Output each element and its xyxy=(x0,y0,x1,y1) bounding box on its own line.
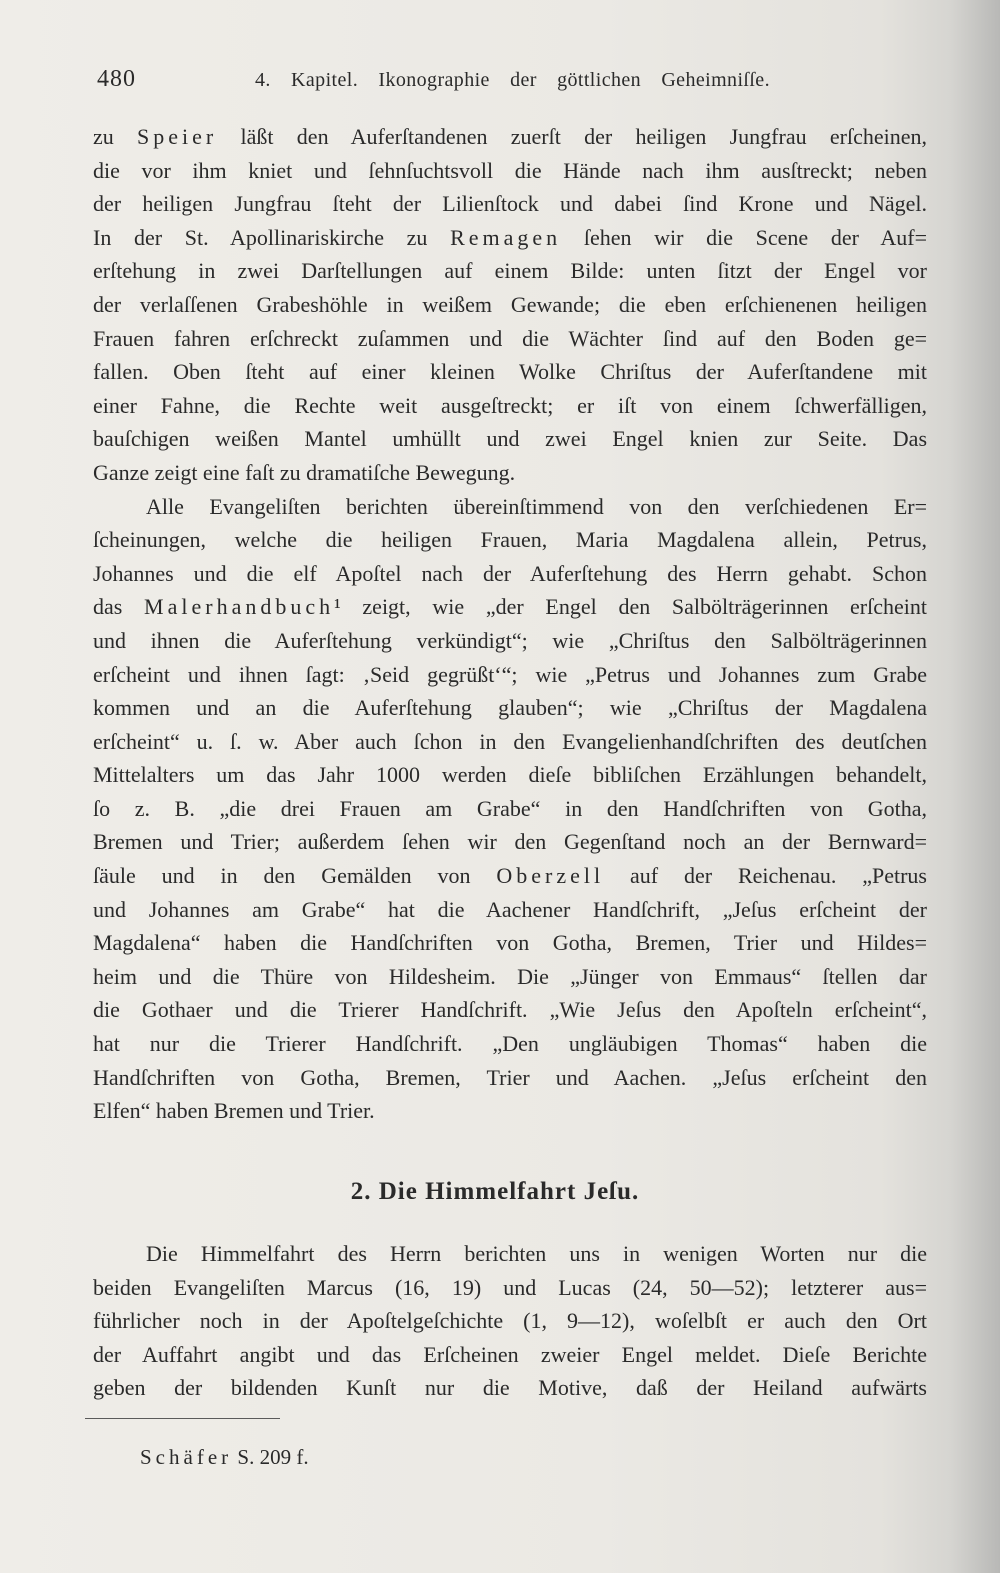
text-segment: auf der Reichenau. „Petrus xyxy=(604,863,927,889)
text-segment: läßt den Auferſtandenen zuerſt der heiligen Jungfrau erſcheinen, xyxy=(217,124,927,149)
running-title: 4. Kapitel. Ikonographie der göttlichen Geheimniſſe. xyxy=(255,69,770,91)
footnote-rule xyxy=(85,1418,280,1419)
text-line: Mittelalters um das Jahr 1000 werden dieſe bibliſchen Erzählungen behandelt, xyxy=(93,762,927,788)
text-line: Frauen fahren erſchreckt zuſammen und die Wächter ſind auf den Boden ge= xyxy=(93,325,927,351)
text-segment: S. 209 f. xyxy=(232,1445,309,1469)
text-line xyxy=(93,590,927,624)
text-line: kommen und an die Auferſtehung glauben“; wie „Chriſtus der Magdalena xyxy=(93,695,927,721)
text-line: ſcheinungen, welche die heiligen Frauen, Maria Magdalena allein, Petrus, xyxy=(93,527,927,553)
text-segment: ſäule und in den Gemälden von xyxy=(93,863,497,889)
text-segment: ſehen wir die Scene der Auf= xyxy=(561,224,927,250)
text-line: Alle Evangeliſten berichten übereinſtimmend von den verſchiedenen Er= xyxy=(146,493,927,519)
text-line: heim und die Thüre von Hildesheim. Die „Jünger von Emmaus“ ſtellen dar xyxy=(93,963,927,989)
paragraph xyxy=(93,120,927,490)
text-line: einer Fahne, die Rechte weit ausgeſtreckt; er iſt von einem ſchwerfälligen, xyxy=(93,392,927,418)
page-number: 480 xyxy=(97,66,136,92)
footnote xyxy=(140,1443,309,1471)
text-line: der Auffahrt angibt und das Erſcheinen zweier Engel meldet. Dieſe Berichte xyxy=(93,1341,927,1367)
text-line xyxy=(93,859,927,893)
text-line: beiden Evangeliſten Marcus (16, 19) und Lucas (24, 50—52); letzterer aus= xyxy=(93,1274,927,1300)
text-line: erſcheint“ u. ſ. w. Aber auch ſchon in den Evangelienhandſchriften des deutſchen xyxy=(93,728,927,754)
text-line: Johannes und die elf Apoſtel nach der Auferſtehung des Herrn gehabt. Schon xyxy=(93,560,927,586)
text-line: der heiligen Jungfrau ſteht der Lilienſtock und dabei ſind Krone und Nägel. xyxy=(93,191,927,217)
spaced-word: Remagen xyxy=(450,224,562,250)
text-line: fallen. Oben ſteht auf einer kleinen Wolke Chriſtus der Auferſtandene mit xyxy=(93,359,927,385)
text-line: die vor ihm kniet und ſehnſuchtsvoll die Hände nach ihm ausſtreckt; neben xyxy=(93,157,927,183)
text-line: Elfen“ haben Bremen und Trier. xyxy=(93,1098,375,1124)
text-line: die Gothaer und die Trierer Handſchrift. „Wie Jeſus den Apoſteln erſcheint“, xyxy=(93,997,927,1023)
paragraph xyxy=(93,1237,927,1405)
paragraph xyxy=(93,490,927,1128)
spaced-word: Speier xyxy=(137,124,218,149)
text-line: Ganze zeigt eine faſt zu dramatiſche Bewegung. xyxy=(93,459,516,485)
spaced-word: Malerhandbuch xyxy=(144,594,335,620)
text-line: ſo z. B. „die drei Frauen am Grabe“ in den Handſchriften von Gotha, xyxy=(93,795,927,821)
section-column xyxy=(93,1237,927,1405)
text-segment: zu xyxy=(93,124,138,149)
text-column xyxy=(93,120,927,1128)
text-line: und Johannes am Grabe“ hat die Aachener Handſchrift, „Jeſus erſcheint der xyxy=(93,896,927,922)
text-line: erſcheint und ihnen ſagt: ‚Seid gegrüßt‘“; wie „Petrus und Johannes zum Grabe xyxy=(93,661,927,687)
text-line xyxy=(93,120,927,154)
section-heading: 2. Die Himmelfahrt Jeſu. xyxy=(350,1178,640,1205)
text-line: hat nur die Trierer Handſchrift. „Den ungläubigen Thomas“ haben die xyxy=(93,1031,927,1057)
text-line: der verlaſſenen Grabeshöhle in weißem Gewande; die eben erſchienenen heiligen xyxy=(93,291,927,317)
text-line: Handſchriften von Gotha, Bremen, Trier und Aachen. „Jeſus erſcheint den xyxy=(93,1064,927,1090)
text-segment: das xyxy=(93,594,145,620)
spaced-word: Schäfer xyxy=(140,1445,233,1469)
text-line: bauſchigen weißen Mantel umhüllt und zwei Engel knien zur Seite. Das xyxy=(93,426,927,452)
text-line: Bremen und Trier; außerdem ſehen wir den Gegenſtand noch an der Bernward= xyxy=(93,829,927,855)
text-line: Die Himmelfahrt des Herrn berichten uns in wenigen Worten nur die xyxy=(146,1241,927,1266)
text-segment: In der St. Apollinariskirche zu xyxy=(93,224,451,250)
spaced-word: Oberzell xyxy=(496,863,605,889)
text-line: geben der bildenden Kunſt nur die Motive, daß der Heiland aufwärts xyxy=(93,1375,927,1401)
text-line: und ihnen die Auferſtehung verkündigt“; wie „Chriſtus den Salbölträgerinnen xyxy=(93,627,927,653)
text-line xyxy=(93,221,927,255)
text-line: erſtehung in zwei Darſtellungen auf einem Bilde: unten ſitzt der Engel vor xyxy=(93,258,927,284)
text-line: führlicher noch in der Apoſtelgeſchichte (1, 9—12), woſelbſt er auch den Ort xyxy=(93,1308,927,1334)
text-segment: ¹ zeigt, wie „der Engel den Salbölträgerinnen erſcheint xyxy=(334,594,927,620)
text-line: Magdalena“ haben die Handſchriften von Gotha, Bremen, Trier und Hildes= xyxy=(93,930,927,956)
